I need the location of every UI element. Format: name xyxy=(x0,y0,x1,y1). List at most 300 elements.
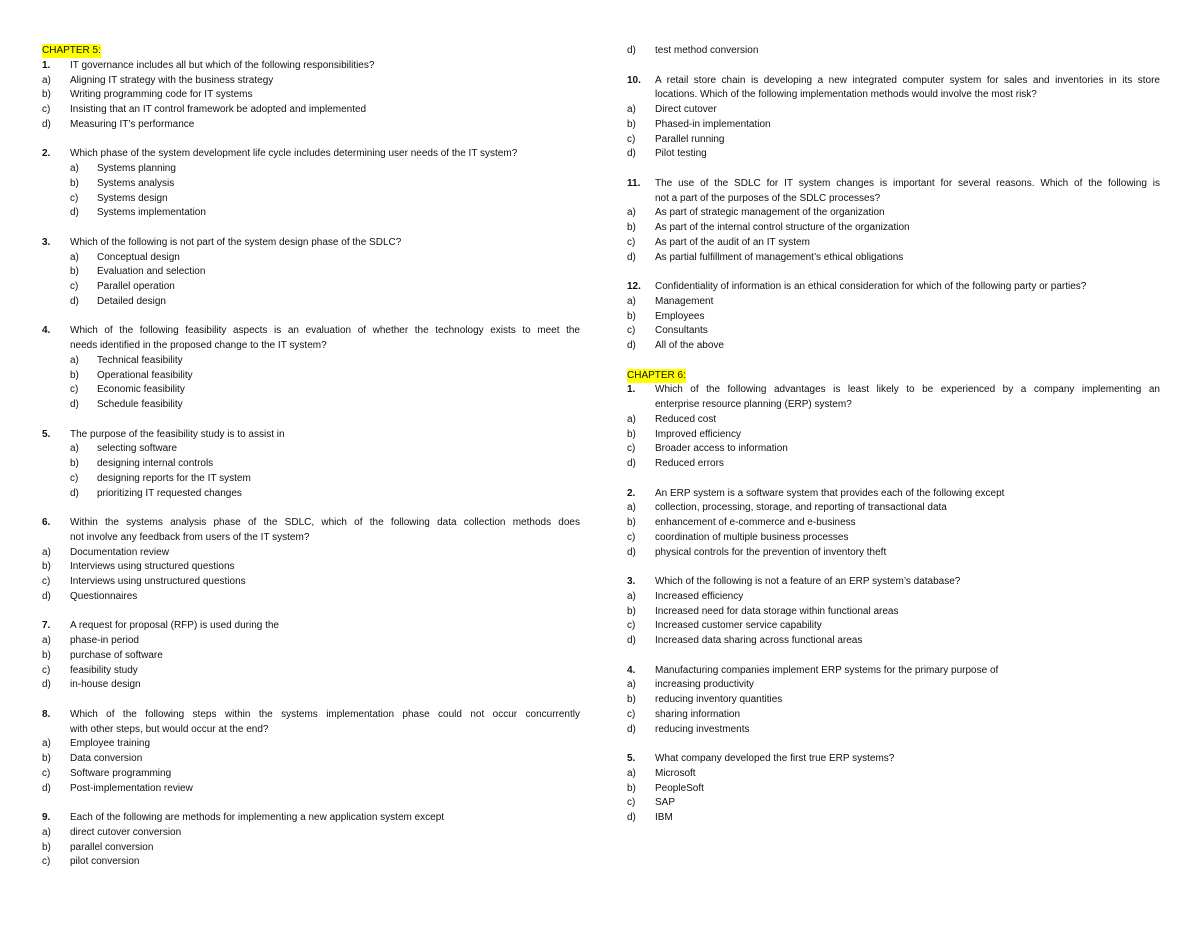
option-text: Reduced errors xyxy=(655,458,724,469)
option-text: Questionnaires xyxy=(70,590,138,602)
option-letter: a) xyxy=(42,826,51,838)
answer-option xyxy=(42,398,580,413)
question-text: An ERP system is a software system that provides each of the following except xyxy=(655,487,1005,499)
question-text: needs identified in the proposed change to the IT system? xyxy=(70,340,327,351)
option-letter: b) xyxy=(42,753,51,764)
option-text: Systems implementation xyxy=(97,207,206,219)
answer-option xyxy=(627,501,1160,516)
answer-option xyxy=(42,103,580,118)
answer-option xyxy=(627,516,1160,531)
answer-option xyxy=(627,310,1160,325)
option-text: designing internal controls xyxy=(97,458,214,469)
option-letter: a) xyxy=(627,413,636,425)
option-text: As part of the audit of an IT system xyxy=(655,236,810,248)
question-text: IT governance includes all but which of the following responsibilities? xyxy=(70,59,375,71)
option-text: sharing information xyxy=(655,708,741,720)
option-letter: d) xyxy=(627,812,636,823)
option-letter: d) xyxy=(42,118,51,130)
answer-option xyxy=(42,782,580,797)
question-text: not involve any feedback from users of the IT system? xyxy=(70,531,310,543)
option-letter: d) xyxy=(70,487,79,499)
question-block xyxy=(627,664,1160,738)
question-number: 10. xyxy=(627,74,641,86)
question-text: Which phase of the system development life cycle includes determining user needs of the IT system? xyxy=(70,148,518,160)
answer-option xyxy=(42,649,580,664)
option-text: Documentation review xyxy=(70,546,169,558)
question-number: 4. xyxy=(627,664,636,676)
answer-option xyxy=(42,295,580,310)
question-text: Confidentiality of information is an ethical consideration for which of the following party or parties? xyxy=(655,281,1087,292)
answer-option xyxy=(627,693,1160,708)
answer-option xyxy=(627,103,1160,118)
option-letter: c) xyxy=(70,384,79,396)
question-number: 2. xyxy=(42,148,51,160)
question-block xyxy=(627,575,1160,649)
answer-option xyxy=(42,162,580,177)
option-letter: c) xyxy=(627,708,636,720)
question-text: locations. Which of the following implementation methods would involve the most risk? xyxy=(655,89,1037,101)
question-block xyxy=(42,619,580,693)
question-text: The purpose of the feasibility study is to assist in xyxy=(70,428,285,440)
indent xyxy=(42,354,70,369)
option-letter: c) xyxy=(42,856,51,868)
option-text: Management xyxy=(655,295,714,307)
answer-option xyxy=(42,678,580,693)
option-letter: a) xyxy=(42,74,51,86)
option-letter: c) xyxy=(627,531,636,543)
spacer xyxy=(627,472,1160,487)
spacer xyxy=(42,133,580,148)
question-line xyxy=(627,664,1160,679)
answer-option xyxy=(627,324,1160,339)
question-line xyxy=(627,74,1160,89)
question-number: 12. xyxy=(627,281,641,292)
question-block xyxy=(42,236,580,310)
question-line xyxy=(627,575,1160,590)
option-text: IBM xyxy=(655,812,673,823)
option-text: increasing productivity xyxy=(655,679,754,691)
question-line xyxy=(42,236,580,251)
option-text: Post-implementation review xyxy=(70,782,193,794)
question-number: 3. xyxy=(42,236,51,248)
option-letter: b) xyxy=(42,561,51,573)
left-column xyxy=(42,44,580,870)
question-text: What company developed the first true ERP systems? xyxy=(655,753,895,764)
spacer xyxy=(42,413,580,428)
option-letter: d) xyxy=(627,635,636,646)
question-block xyxy=(42,59,580,133)
option-text: As part of the internal control structure of the organization xyxy=(655,222,910,233)
question-line-continued xyxy=(627,88,1160,103)
option-letter: a) xyxy=(627,679,636,691)
chapter-5-heading-line xyxy=(42,44,580,59)
question-number: 11. xyxy=(627,177,641,189)
question-line xyxy=(42,324,580,339)
option-text: reducing investments xyxy=(655,723,750,735)
option-letter: a) xyxy=(70,354,79,366)
option-letter: c) xyxy=(42,104,51,115)
option-letter: d) xyxy=(627,148,636,160)
option-letter: b) xyxy=(70,458,79,469)
answer-option xyxy=(627,590,1160,605)
option-text: in-house design xyxy=(70,679,141,691)
option-letter: a) xyxy=(627,590,636,602)
option-letter: a) xyxy=(70,251,79,263)
option-text: Economic feasibility xyxy=(97,384,185,396)
option-text: Phased-in implementation xyxy=(655,118,771,130)
option-letter: c) xyxy=(70,281,79,292)
answer-option xyxy=(42,664,580,679)
spacer xyxy=(627,649,1160,664)
indent xyxy=(42,192,70,207)
chapter-5-continued xyxy=(627,44,1160,354)
spacer xyxy=(627,162,1160,177)
chapter-5-questions xyxy=(42,59,580,870)
question-block xyxy=(42,516,580,605)
answer-option xyxy=(627,811,1160,826)
option-text: All of the above xyxy=(655,340,724,351)
question-number: 5. xyxy=(42,428,51,440)
option-letter: a) xyxy=(627,104,636,115)
question-line-continued xyxy=(627,192,1160,207)
option-text: phase-in period xyxy=(70,635,139,646)
option-letter: b) xyxy=(627,428,636,440)
answer-option xyxy=(42,472,580,487)
answer-option xyxy=(42,634,580,649)
option-text: pilot conversion xyxy=(70,856,140,868)
question-number: 1. xyxy=(42,59,51,71)
option-text: SAP xyxy=(655,797,676,809)
question-line xyxy=(627,752,1160,767)
answer-option xyxy=(42,737,580,752)
question-text: Which of the following steps within the systems implementation phase could not occur concurrently xyxy=(70,708,580,720)
spacer xyxy=(42,693,580,708)
option-letter: b) xyxy=(42,649,51,661)
question-line xyxy=(627,177,1160,192)
question-text: enterprise resource planning (ERP) system? xyxy=(655,399,852,410)
option-text: Reduced cost xyxy=(655,413,717,425)
question-line xyxy=(42,811,580,826)
chapter-6-heading-line xyxy=(627,369,1160,384)
question-block xyxy=(42,428,580,502)
answer-option xyxy=(627,708,1160,723)
option-text: Insisting that an IT control framework be adopted and implemented xyxy=(70,104,367,115)
answer-option xyxy=(627,206,1160,221)
option-text: Data conversion xyxy=(70,753,143,764)
option-letter: b) xyxy=(627,118,636,130)
option-letter: b) xyxy=(70,177,79,189)
option-text: Direct cutover xyxy=(655,104,717,115)
spacer xyxy=(42,501,580,516)
option-text: Aligning IT strategy with the business strategy xyxy=(70,74,274,86)
spacer xyxy=(42,310,580,325)
option-letter: d) xyxy=(627,458,636,469)
option-text: PeopleSoft xyxy=(655,782,704,794)
option-text: Evaluation and selection xyxy=(97,266,206,278)
question-number: 6. xyxy=(42,517,51,528)
question-text: not a part of the purposes of the SDLC processes? xyxy=(655,192,881,204)
question-line xyxy=(627,280,1160,295)
option-letter: d) xyxy=(42,590,51,602)
option-letter: c) xyxy=(42,767,51,779)
question-block xyxy=(42,811,580,870)
answer-option xyxy=(42,575,580,590)
question-number: 2. xyxy=(627,487,636,499)
option-text: prioritizing IT requested changes xyxy=(97,487,242,499)
answer-option xyxy=(627,634,1160,649)
question-line-continued xyxy=(42,531,580,546)
question-text: Which of the following is not a feature of an ERP system’s database? xyxy=(655,576,961,587)
option-letter: d) xyxy=(70,399,79,410)
answer-option xyxy=(627,236,1160,251)
answer-option xyxy=(627,339,1160,354)
answer-option xyxy=(42,177,580,192)
answer-option xyxy=(42,826,580,841)
spacer xyxy=(42,221,580,236)
answer-option xyxy=(42,74,580,89)
option-letter: a) xyxy=(627,767,636,779)
option-text: collection, processing, storage, and reporting of transactional data xyxy=(655,502,947,514)
option-letter: a) xyxy=(627,295,636,307)
question-block xyxy=(627,74,1160,163)
option-letter: d) xyxy=(70,207,79,219)
question-text: with other steps, but would occur at the end? xyxy=(70,723,269,735)
question-text: Which of the following is not part of the system design phase of the SDLC? xyxy=(70,236,402,248)
answer-option xyxy=(42,442,580,457)
question-block xyxy=(627,280,1160,354)
answer-option xyxy=(627,531,1160,546)
option-text: parallel conversion xyxy=(70,841,154,853)
option-letter: b) xyxy=(627,310,636,322)
question-line-continued xyxy=(42,723,580,738)
option-letter: c) xyxy=(627,797,636,809)
spacer xyxy=(627,265,1160,280)
question-line-continued xyxy=(42,339,580,354)
option-letter: b) xyxy=(627,782,636,794)
question-number: 7. xyxy=(42,620,51,632)
answer-option xyxy=(627,782,1160,797)
question-text: The use of the SDLC for IT system changes is important for several reasons. Which of the following is xyxy=(655,177,1160,189)
answer-option xyxy=(627,133,1160,148)
option-letter: b) xyxy=(42,841,51,853)
answer-option xyxy=(42,354,580,369)
answer-option xyxy=(42,855,580,870)
indent xyxy=(42,295,70,310)
option-text: Broader access to information xyxy=(655,443,788,455)
option-letter: b) xyxy=(70,369,79,381)
option-text: Detailed design xyxy=(97,295,166,307)
spacer xyxy=(627,59,1160,74)
option-letter: c) xyxy=(627,236,636,248)
right-column xyxy=(627,44,1160,826)
answer-option xyxy=(627,221,1160,236)
option-text: Interviews using unstructured questions xyxy=(70,576,246,587)
option-text: purchase of software xyxy=(70,649,163,661)
indent xyxy=(42,206,70,221)
indent xyxy=(42,472,70,487)
question-text: Within the systems analysis phase of the SDLC, which of the following data collection methods does xyxy=(70,517,580,528)
option-text: coordination of multiple business processes xyxy=(655,531,849,543)
answer-option xyxy=(627,723,1160,738)
option-letter: a) xyxy=(42,635,51,646)
question-block xyxy=(627,383,1160,472)
answer-option xyxy=(627,767,1160,782)
indent xyxy=(42,177,70,192)
option-text: Systems planning xyxy=(97,163,176,174)
option-text: Employee training xyxy=(70,738,151,750)
option-letter: a) xyxy=(42,738,51,750)
answer-option xyxy=(627,796,1160,811)
indent xyxy=(42,251,70,266)
answer-option xyxy=(627,457,1160,472)
option-text: Measuring IT’s performance xyxy=(70,118,195,130)
question-number: 3. xyxy=(627,576,636,587)
answer-option xyxy=(42,265,580,280)
question-block xyxy=(42,324,580,413)
option-text: Microsoft xyxy=(655,767,696,779)
option-text: enhancement of e-commerce and e-business xyxy=(655,517,856,528)
option-letter: b) xyxy=(70,266,79,278)
option-text: Conceptual design xyxy=(97,251,180,263)
answer-option xyxy=(42,369,580,384)
chapter-6-questions xyxy=(627,383,1160,826)
option-text: Schedule feasibility xyxy=(97,399,183,410)
question-line-continued xyxy=(627,398,1160,413)
option-text: Increased data sharing across functional areas xyxy=(655,635,863,646)
answer-option xyxy=(627,413,1160,428)
question-text: A request for proposal (RFP) is used during the xyxy=(70,620,279,632)
question-line xyxy=(42,59,580,74)
option-text: Parallel operation xyxy=(97,281,175,292)
option-text: Increased efficiency xyxy=(655,590,744,602)
option-letter: a) xyxy=(70,443,79,455)
option-text: Employees xyxy=(655,310,705,322)
option-letter: b) xyxy=(627,694,636,705)
option-letter: a) xyxy=(70,163,79,174)
option-letter: c) xyxy=(42,576,51,587)
question-text: A retail store chain is developing a new integrated computer system for sales and inventories in its store xyxy=(655,74,1160,86)
answer-option xyxy=(42,487,580,502)
option-letter: d) xyxy=(42,782,51,794)
option-letter: d) xyxy=(627,45,636,56)
option-letter: d) xyxy=(627,546,636,558)
option-letter: a) xyxy=(42,546,51,558)
indent xyxy=(42,383,70,398)
option-text: Technical feasibility xyxy=(97,354,183,366)
option-letter: d) xyxy=(627,340,636,351)
answer-option xyxy=(42,251,580,266)
answer-option xyxy=(627,44,1160,59)
answer-option xyxy=(627,619,1160,634)
question-number: 9. xyxy=(42,812,51,823)
answer-option xyxy=(42,841,580,856)
answer-option xyxy=(627,605,1160,620)
chapter-6-heading: CHAPTER 6: xyxy=(627,369,686,381)
answer-option xyxy=(42,118,580,133)
option-letter: c) xyxy=(627,133,636,145)
option-letter: d) xyxy=(627,251,636,263)
spacer xyxy=(627,354,1160,369)
option-letter: c) xyxy=(42,664,51,676)
answer-option xyxy=(627,295,1160,310)
spacer xyxy=(42,796,580,811)
question-number: 1. xyxy=(627,384,636,396)
answer-option xyxy=(42,88,580,103)
option-text: Writing programming code for IT systems xyxy=(70,89,253,101)
answer-option xyxy=(627,442,1160,457)
option-text: Parallel running xyxy=(655,133,725,145)
option-letter: b) xyxy=(627,222,636,233)
option-text: feasibility study xyxy=(70,664,138,676)
option-letter: c) xyxy=(70,192,79,204)
option-text: Improved efficiency xyxy=(655,428,741,440)
option-letter: c) xyxy=(627,443,636,455)
option-text: Consultants xyxy=(655,325,708,337)
answer-option xyxy=(42,767,580,782)
option-text: Systems analysis xyxy=(97,177,175,189)
option-text: selecting software xyxy=(97,443,178,455)
spacer xyxy=(627,560,1160,575)
question-block xyxy=(42,147,580,221)
spacer xyxy=(42,605,580,620)
indent xyxy=(42,369,70,384)
option-letter: a) xyxy=(627,502,636,514)
option-text: Increased customer service capability xyxy=(655,620,822,632)
question-number: 8. xyxy=(42,708,51,720)
answer-option xyxy=(627,147,1160,162)
question-block xyxy=(42,708,580,797)
question-line xyxy=(627,383,1160,398)
question-text: Which of the following feasibility aspects is an evaluation of whether the technology exists to meet the xyxy=(70,325,580,337)
option-text: direct cutover conversion xyxy=(70,826,182,838)
option-letter: c) xyxy=(627,325,636,337)
question-line xyxy=(42,428,580,443)
chapter-5-heading: CHAPTER 5: xyxy=(42,45,101,56)
indent xyxy=(42,487,70,502)
spacer xyxy=(627,737,1160,752)
option-letter: a) xyxy=(627,207,636,219)
option-text: designing reports for the IT system xyxy=(97,472,251,484)
option-letter: d) xyxy=(42,679,51,691)
answer-option xyxy=(42,206,580,221)
option-letter: d) xyxy=(627,723,636,735)
answer-option xyxy=(42,590,580,605)
indent xyxy=(42,162,70,177)
question-line xyxy=(627,487,1160,502)
answer-option xyxy=(42,280,580,295)
answer-option xyxy=(42,546,580,561)
indent xyxy=(42,265,70,280)
question-text: Each of the following are methods for implementing a new application system except xyxy=(70,812,445,823)
option-letter: d) xyxy=(70,295,79,307)
option-text: Systems design xyxy=(97,192,168,204)
answer-option xyxy=(42,457,580,472)
question-line xyxy=(42,708,580,723)
question-line xyxy=(42,516,580,531)
indent xyxy=(42,457,70,472)
answer-option xyxy=(42,560,580,575)
question-block xyxy=(627,487,1160,561)
answer-option xyxy=(42,192,580,207)
option-text: physical controls for the prevention of inventory theft xyxy=(655,546,887,558)
option-text: Software programming xyxy=(70,767,172,779)
option-letter: c) xyxy=(70,472,79,484)
option-text: Operational feasibility xyxy=(97,369,193,381)
answer-option xyxy=(627,678,1160,693)
indent xyxy=(42,280,70,295)
answer-option xyxy=(42,752,580,767)
question-text: Manufacturing companies implement ERP systems for the primary purpose of xyxy=(655,664,999,676)
